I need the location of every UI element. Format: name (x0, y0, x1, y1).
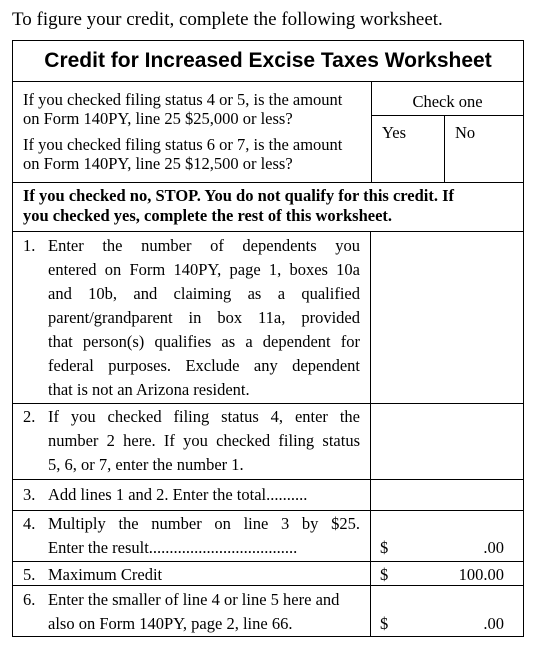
line-1-text: that is not an Arizona resident. (48, 380, 250, 399)
divider (371, 115, 523, 116)
line-4-amount-field[interactable]: .00 (483, 538, 504, 557)
stop-notice-line-2: you checked yes, complete the rest of this worksheet. (23, 206, 393, 225)
question-1-line-1: If you checked filing status 4 or 5, is the amount (23, 90, 343, 109)
line-1-text: parent/grandparent in box 11a, provided (48, 308, 360, 327)
worksheet-table (12, 40, 524, 637)
stop-notice-line-1: If you checked no, STOP. You do not qualify for this credit. If (23, 186, 455, 205)
line-2-number: 2. (23, 407, 36, 426)
check-one-label: Check one (412, 92, 483, 111)
question-2-line-2: on Form 140PY, line 25 $12,500 or less? (23, 154, 293, 173)
line-5-number: 5. (23, 565, 36, 584)
line-6-text: also on Form 140PY, page 2, line 66. (48, 614, 293, 633)
line-2-entry-field[interactable] (371, 404, 523, 478)
worksheet-title: Credit for Increased Excise Taxes Worksheet (44, 49, 492, 72)
line-1-text: and 10b, and claiming as a qualified (48, 284, 360, 303)
intro-text: To figure your credit, complete the following worksheet. (12, 9, 443, 30)
line-2-text: number 2 here. If you checked filing status (48, 431, 360, 450)
yes-checkbox-cell[interactable]: Yes (382, 123, 407, 142)
line-4-currency: $ (380, 538, 389, 557)
line-4-text: Multiply the number on line 3 by $25. (48, 514, 360, 533)
line-1-text: that person(s) qualifies as a dependent for (48, 332, 360, 351)
line-4-number: 4. (23, 514, 36, 533)
line-3-number: 3. (23, 485, 36, 504)
line-1-text: Enter the number of dependents you (48, 236, 360, 255)
question-1-line-2: on Form 140PY, line 25 $25,000 or less? (23, 109, 293, 128)
line-3-entry-field[interactable] (371, 480, 523, 509)
line-4-text: Enter the result.................................... (48, 538, 298, 557)
divider (13, 585, 523, 586)
line-5-amount: 100.00 (458, 565, 504, 584)
line-6-text: Enter the smaller of line 4 or line 5 here and (48, 590, 340, 609)
line-2-text: 5, 6, or 7, enter the number 1. (48, 455, 244, 474)
divider (13, 182, 523, 183)
divider (13, 81, 523, 82)
line-6-amount-field[interactable]: .00 (483, 614, 504, 633)
line-1-text: federal purposes. Exclude any dependent (48, 356, 360, 375)
divider (444, 115, 445, 183)
line-1-text: entered on Form 140PY, page 1, boxes 10a (48, 260, 360, 279)
divider (13, 561, 523, 562)
line-2-text: If you checked filing status 4, enter the (48, 407, 360, 426)
line-5-currency: $ (380, 565, 389, 584)
line-6-number: 6. (23, 590, 36, 609)
no-checkbox-cell[interactable]: No (455, 123, 476, 142)
line-1-number: 1. (23, 236, 36, 255)
question-2-line-1: If you checked filing status 6 or 7, is the amount (23, 135, 343, 154)
divider (13, 510, 523, 511)
line-3-text: Add lines 1 and 2. Enter the total.......... (48, 485, 308, 504)
line-5-text: Maximum Credit (48, 565, 163, 584)
line-1-entry-field[interactable] (371, 232, 523, 402)
line-6-currency: $ (380, 614, 389, 633)
